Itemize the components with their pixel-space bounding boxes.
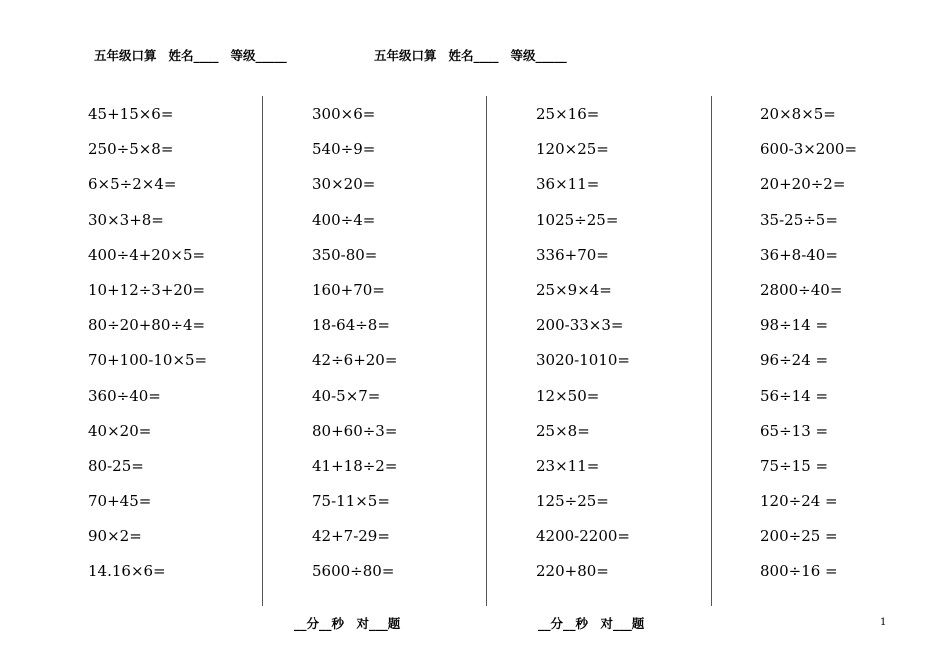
arithmetic-problem: 80÷20+80÷4= — [88, 316, 206, 335]
arithmetic-problem: 400÷4+20×5= — [88, 245, 206, 264]
arithmetic-problem: 70+100-10×5= — [88, 351, 208, 370]
grade-field-label: 等级_____ — [230, 48, 287, 63]
column-divider — [711, 96, 712, 606]
arithmetic-problem: 20×8×5= — [760, 105, 836, 123]
arithmetic-problem: 41+18÷2= — [312, 456, 398, 475]
arithmetic-problem: 6×5÷2×4= — [88, 175, 177, 194]
grade-field-label: 等级_____ — [510, 48, 567, 63]
arithmetic-problem: 30×3+8= — [88, 210, 164, 229]
arithmetic-problem: 35-25÷5= — [760, 210, 838, 229]
worksheet-title: 五年级口算 — [374, 48, 437, 63]
arithmetic-problem: 2800÷40= — [760, 280, 843, 299]
arithmetic-problem: 14.16×6= — [88, 562, 166, 581]
arithmetic-problem: 42÷6+20= — [312, 351, 398, 370]
arithmetic-problem: 40×20= — [88, 421, 152, 440]
problem-column-2 — [312, 104, 512, 597]
arithmetic-problem: 350-80= — [312, 245, 378, 264]
arithmetic-problem: 75÷15 = — [760, 456, 829, 475]
arithmetic-problem: 36×11= — [536, 175, 600, 194]
name-field-label: 姓名____ — [448, 48, 499, 63]
arithmetic-problem: 98÷14 = — [760, 316, 829, 335]
arithmetic-problem: 4200-2200= — [536, 527, 630, 546]
arithmetic-problem: 18-64÷8= — [312, 316, 390, 335]
arithmetic-problem: 90×2= — [88, 527, 142, 546]
arithmetic-problem: 360÷40= — [88, 386, 161, 405]
arithmetic-problem: 25×16= — [536, 105, 600, 123]
arithmetic-problem: 70+45= — [88, 492, 152, 511]
arithmetic-problem: 25×9×4= — [536, 280, 612, 299]
arithmetic-problem: 56÷14 = — [760, 386, 829, 405]
arithmetic-problem: 160+70= — [312, 280, 385, 299]
arithmetic-problem: 30×20= — [312, 175, 376, 194]
arithmetic-problem: 125÷25= — [536, 492, 609, 511]
arithmetic-problem: 45+15×6= — [88, 105, 174, 123]
arithmetic-problem: 40-5×7= — [312, 386, 381, 405]
name-field-label: 姓名____ — [168, 48, 219, 63]
arithmetic-problem: 1025÷25= — [536, 210, 619, 229]
arithmetic-problem: 200-33×3= — [536, 316, 624, 335]
arithmetic-problem: 300×6= — [312, 105, 376, 123]
arithmetic-problem: 220+80= — [536, 562, 609, 581]
problem-column-4 — [760, 104, 950, 597]
arithmetic-problem: 80-25= — [88, 456, 144, 475]
column-divider — [262, 96, 263, 606]
arithmetic-problem: 250÷5×8= — [88, 140, 174, 159]
arithmetic-problem: 75-11×5= — [312, 492, 390, 511]
arithmetic-problem: 42+7-29= — [312, 527, 390, 546]
arithmetic-problem: 3020-1010= — [536, 351, 630, 370]
arithmetic-problem: 36+8-40= — [760, 245, 838, 264]
arithmetic-problem: 65÷13 = — [760, 421, 829, 440]
arithmetic-problem: 10+12÷3+20= — [88, 280, 206, 299]
arithmetic-problem: 200÷25 = — [760, 527, 838, 546]
timing-score-line-left: __分__秒 对___题 — [294, 616, 401, 631]
arithmetic-problem: 12×50= — [536, 386, 600, 405]
arithmetic-problem: 5600÷80= — [312, 562, 395, 581]
arithmetic-problem: 80+60÷3= — [312, 421, 398, 440]
problem-column-1 — [88, 104, 288, 597]
arithmetic-problem: 336+70= — [536, 245, 609, 264]
worksheet-header-right — [374, 46, 567, 64]
arithmetic-problem: 600-3×200= — [760, 140, 858, 159]
arithmetic-problem: 23×11= — [536, 456, 600, 475]
problem-column-3 — [536, 104, 736, 597]
arithmetic-problem: 120×25= — [536, 140, 609, 159]
arithmetic-problem: 540÷9= — [312, 140, 376, 159]
arithmetic-problem: 800÷16 = — [760, 562, 838, 581]
worksheet-header-left — [94, 46, 287, 64]
arithmetic-problem: 400÷4= — [312, 210, 376, 229]
arithmetic-problem: 20+20÷2= — [760, 175, 846, 194]
page-number: 1 — [880, 617, 887, 628]
worksheet-title: 五年级口算 — [94, 48, 157, 63]
arithmetic-problem: 96÷24 = — [760, 351, 829, 370]
arithmetic-problem: 120÷24 = — [760, 492, 838, 511]
arithmetic-problem: 25×8= — [536, 421, 590, 440]
timing-score-line-right: __分__秒 对___题 — [538, 616, 645, 631]
column-divider — [486, 96, 487, 606]
